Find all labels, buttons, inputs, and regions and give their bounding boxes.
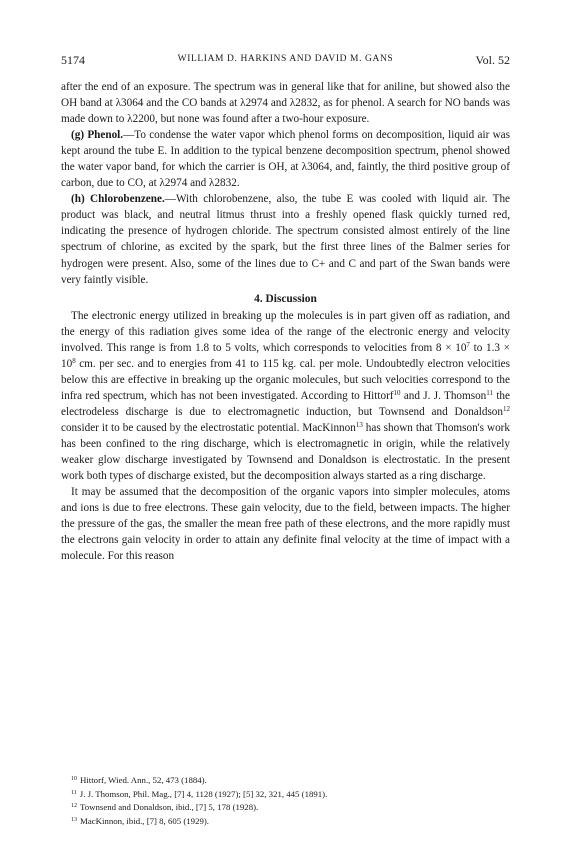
footnote-text: J. J. Thomson, Phil. Mag., [7] 4, 1128 (1927); [5] 32, 321, 445 (1891). (79, 788, 328, 799)
article-body (61, 79, 510, 564)
footnote-mark: 12 (71, 803, 77, 809)
text-run: to 1.3 × 10 (61, 341, 510, 370)
paragraph-phenol (61, 127, 510, 191)
footnote-text: Townsend and Donaldson, ibid., [7] 5, 178 (1928). (80, 802, 259, 812)
footnotes (71, 773, 511, 827)
text-run: the electrodeless discharge is due to electromagnetic induction, but Townsend and Donaldson (61, 389, 510, 418)
volume-label: Vol. 52 (475, 53, 510, 67)
footnote-ref: 12 (503, 404, 510, 413)
text-run: cm. per sec. and to energies from 41 to 115 kg. cal. per mole. Undoubtedly electron velocities below this are effective in breaking up the organic molecules, but such velocities correspond to the infra red spectrum, which has not been investigated. According to Hittorf (61, 357, 510, 402)
footnote-mark: 13 (71, 816, 77, 823)
section-heading: 4. Discussion (254, 292, 317, 305)
footnote-ref: 11 (486, 388, 494, 397)
footnote-ref: 10 (393, 388, 401, 397)
text-run: consider it to be caused by the electrostatic potential. MacKinnon (61, 421, 356, 434)
footnote-text: MacKinnon, ibid., [7] 8, 605 (1929). (80, 815, 210, 826)
footnote (71, 814, 511, 828)
subsection-label-chlorobenzene: (h) Chlorobenzene. (71, 193, 165, 206)
exponent: 7 (466, 340, 470, 349)
page-number: 5174 (61, 53, 85, 67)
paragraph-text: —To condense the water vapor which phenol forms on decomposition, liquid air was kept around the tube E. In addition to the typical benzene decomposition spectrum, phenol showed the water vapor band, for which the carrier is OH, at λ3064, and, faintly, the third positive group of carbon, due to CO, at λ2974 and λ2832. (61, 129, 510, 190)
subsection-label-phenol: (g) Phenol. (71, 129, 124, 142)
paragraph: It may be assumed that the decomposition of the organic vapors into simpler molecules, atoms and ions is due to free electrons. These gain velocity, due to the field, between impacts. The higher the pressure of the gas, the smaller the mean free path of these electrons, and the more rapidly must the electrons gain velocity in order to attain any definite final velocity at the time of impact with a molecule. For this reason (61, 486, 510, 563)
paragraph: after the end of an exposure. The spectrum was in general like that for aniline, but showed also the OH band at λ3064 and the CO bands at λ2974 and λ2832, as for phenol. A search for NO bands was made down to λ2200, but none was found after a two-hour exposure. (61, 81, 510, 126)
exponent: 8 (72, 356, 76, 365)
footnote-ref: 13 (355, 420, 363, 429)
footnote (71, 800, 511, 814)
footnote (71, 787, 511, 801)
text-run: and J. J. Thomson (400, 389, 487, 402)
footnote (71, 773, 511, 787)
paragraph-discussion (61, 308, 510, 485)
paragraph-text: —With chlorobenzene, also, the tube E was cooled with liquid air. The product was black, and neutral litmus thrust into a freshly opened flask quickly turned red, indicating the presence of hydrogen chloride. The spectrum consisted almost entirely of the line spectrum of chlorine, as excited by the spark, but the first three lines of the Balmer series for hydrogen were present. Also, some of the lines due to C+ and C and part of the Swan bands were very faintly visible. (61, 193, 511, 286)
footnote-mark: 10 (71, 776, 77, 782)
text-run: has shown that Thomson's work has been confined to the ring discharge, which is electromagnetic in origin, while the relatively weaker glow discharge investigated by Townsend and Donaldson is electrostatic. In the present work both types of discharge existed, but the decomposition always started as a ring discharge. (61, 421, 510, 483)
running-authors: WILLIAM D. HARKINS AND DAVID M. GANS (177, 54, 394, 64)
running-header (61, 53, 510, 71)
paragraph-chlorobenzene (61, 191, 510, 287)
footnote-text: Hittorf, Wied. Ann., 52, 473 (1884). (80, 775, 207, 785)
text-run: The electronic energy utilized in breaking up the molecules is in part given off as radiation, and the energy of this radiation gives some idea of the range of the electronic energy and velocity involved. This range is from 1.8 to 5 volts, which corresponds to velocities from 8 × 10 (61, 309, 510, 354)
footnote-mark: 11 (71, 789, 77, 796)
